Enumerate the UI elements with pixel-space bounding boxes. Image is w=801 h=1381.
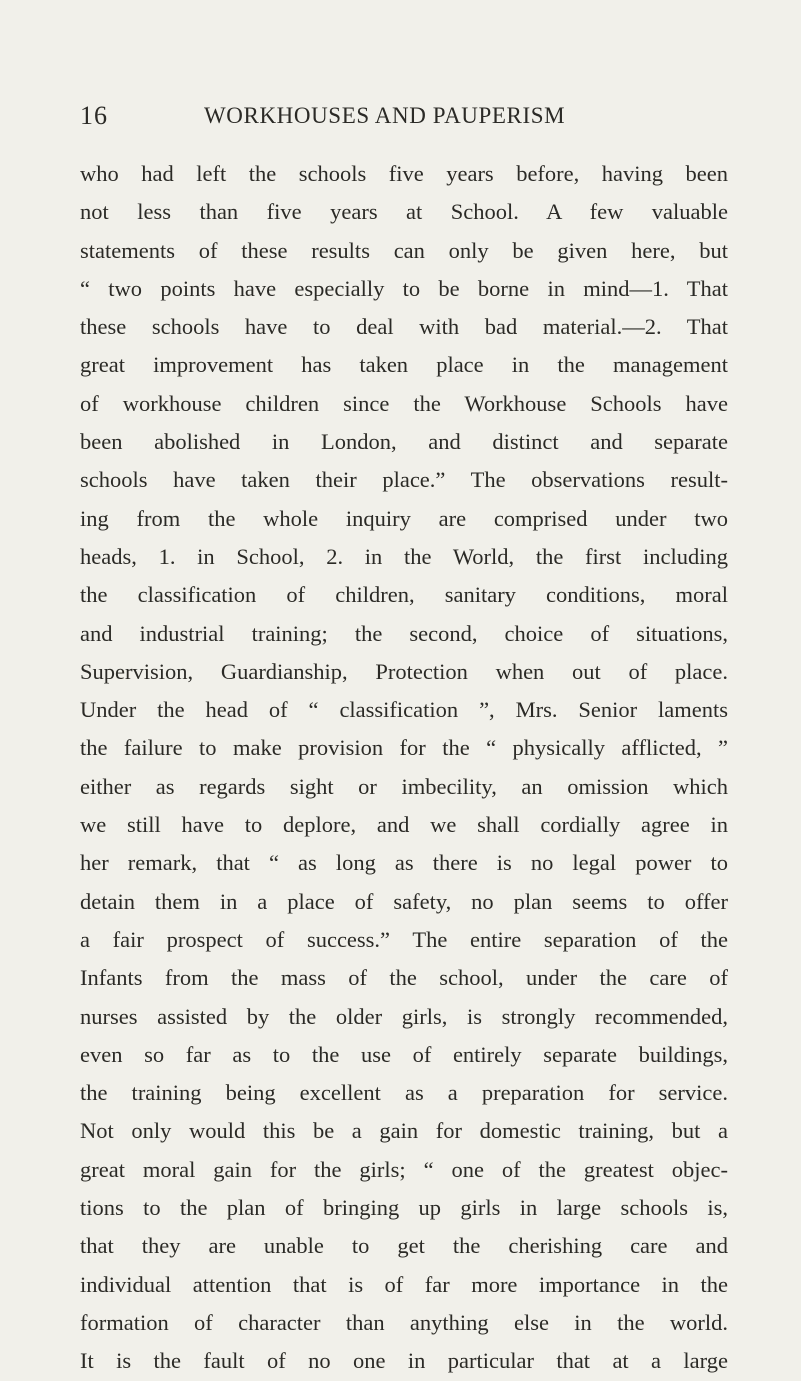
text-line: Under the head of “ classification ”, Mrs. Senior laments <box>80 697 728 723</box>
text-line: even so far as to the use of entirely separate buildings, <box>80 1041 728 1067</box>
text-line: individual attention that is of far more importance in the <box>80 1271 728 1297</box>
text-line: the failure to make provision for the “ physically afflicted, ” <box>80 735 728 761</box>
text-line: who had left the schools five years before, having been <box>80 161 728 186</box>
text-line: nurses assisted by the older girls, is strongly recommended, <box>80 1003 728 1029</box>
text-line: heads, 1. in School, 2. in the World, the first including <box>80 543 728 569</box>
text-line: these schools have to deal with bad material.—2. That <box>80 314 728 340</box>
text-line: and industrial training; the second, choice of situations, <box>80 620 728 646</box>
text-line: ing from the whole inquiry are comprised under two <box>80 505 728 531</box>
text-line: “ two points have especially to be borne in mind—1. That <box>80 275 728 301</box>
text-line: formation of character than anything else in the world. <box>80 1309 728 1335</box>
text-line: the training being excellent as a preparation for service. <box>80 1080 728 1106</box>
text-line: statements of these results can only be given here, but <box>80 237 728 263</box>
running-head <box>80 96 728 136</box>
text-line: Supervision, Guardianship, Protection when out of place. <box>80 658 728 684</box>
text-line: her remark, that “ as long as there is no legal power to <box>80 850 728 876</box>
text-line: detain them in a place of safety, no plan seems to offer <box>80 888 728 914</box>
text-line: a fair prospect of success.” The entire separation of the <box>80 926 728 952</box>
body-text <box>80 155 728 1381</box>
text-line: Infants from the mass of the school, under the care of <box>80 965 728 991</box>
text-line: that they are unable to get the cherishing care and <box>80 1233 728 1259</box>
text-line: It is the fault of no one in particular that at a large <box>80 1348 728 1374</box>
text-line: Not only would this be a gain for domestic training, but a <box>80 1118 728 1144</box>
text-line: of workhouse children since the Workhouse Schools have <box>80 390 728 416</box>
text-line: schools have taken their place.” The observations result- <box>80 467 728 493</box>
text-line: the classification of children, sanitary conditions, moral <box>80 582 728 608</box>
text-line: not less than five years at School. A few valuable <box>80 199 728 225</box>
running-head-title: WORKHOUSES AND PAUPERISM <box>204 103 566 128</box>
text-line: either as regards sight or imbecility, an omission which <box>80 773 728 799</box>
text-line: tions to the plan of bringing up girls in large schools is, <box>80 1195 728 1221</box>
text-line: great improvement has taken place in the management <box>80 352 728 378</box>
text-line: been abolished in London, and distinct and separate <box>80 429 728 455</box>
page-number: 16 <box>80 101 108 130</box>
text-line: we still have to deplore, and we shall cordially agree in <box>80 812 728 838</box>
text-line: great moral gain for the girls; “ one of the greatest objec- <box>80 1156 728 1182</box>
